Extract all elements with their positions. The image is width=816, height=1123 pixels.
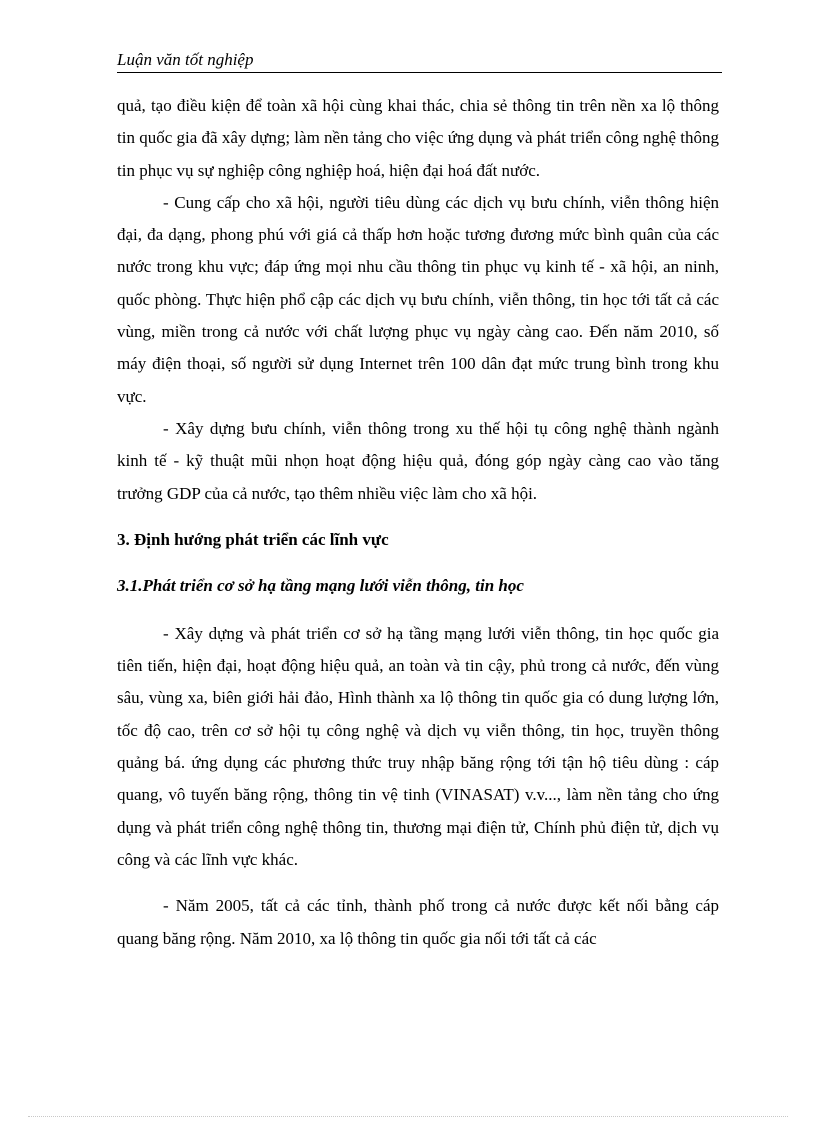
paragraph-year-2005: - Năm 2005, tất cả các tỉnh, thành phố trong cả nước được kết nối bằng cáp quang băng rộng. Năm 2010, xa lộ thông tin quốc gia nối tới tất cả các [117,896,719,948]
document-body [117,90,719,955]
page-bottom-border [28,1116,788,1117]
page-header [117,50,722,73]
paragraph-convergence: - Xây dựng bưu chính, viễn thông trong xu thế hội tụ công nghệ thành ngành kinh tế - kỹ thuật mũi nhọn hoạt động hiệu quả, đóng góp ngày càng cao vào tăng trưởng GDP của cả nước, tạo thêm nhiều việc làm cho xã hội. [117,418,719,503]
section-heading-3: 3. Định hướng phát triển các lĩnh vực [117,529,389,549]
header-title: Luận văn tốt nghiệp [117,50,254,69]
subsection-heading-3-1: 3.1.Phát triển cơ sở hạ tầng mạng lưới viễn thông, tin học [117,575,524,595]
paragraph-continuation: quả, tạo điều kiện để toàn xã hội cùng khai thác, chia sẻ thông tin trên nền xa lộ thông tin quốc gia đã xây dựng; làm nền tảng cho việc ứng dụng và phát triển công nghệ thông tin phục vụ sự nghiệp công nghiệp hoá, hiện đại hoá đất nước. [117,96,719,180]
paragraph-infrastructure: - Xây dựng và phát triển cơ sở hạ tầng mạng lưới viễn thông, tin học quốc gia tiên tiến, hiện đại, hoạt động hiệu quả, an toàn và tin cậy, phủ trong cả nước, đến vùng sâu, vùng xa, biên giới hải đảo, Hình thành xa lộ thông tin quốc gia có dung lượng lớn, tốc độ cao, trên cơ sở hội tụ công nghệ và dịch vụ viễn thông, tin học, truyền thông quảng bá. ứng dụng các phương thức truy nhập băng rộng tới tận hộ tiêu dùng : cáp quang, vô tuyến băng rộng, thông tin vệ tinh (VINASAT) v.v..., làm nền tảng cho ứng dụng và phát triển công nghệ thông tin, thương mại điện tử, Chính phủ điện tử, dịch vụ công và các lĩnh vực khác. [117,623,719,869]
paragraph-services: - Cung cấp cho xã hội, người tiêu dùng các dịch vụ bưu chính, viễn thông hiện đại, đa dạng, phong phú với giá cả thấp hơn hoặc tương đương mức bình quân của các nước trong khu vực; đáp ứng mọi nhu cầu thông tin phục vụ kinh tế - xã hội, an ninh, quốc phòng. Thực hiện phổ cập các dịch vụ bưu chính, viễn thông, tin học tới tất cả các vùng, miền trong cả nước với chất lượng phục vụ ngày càng cao. Đến năm 2010, số máy điện thoại, số người sử dụng Internet trên 100 dân đạt mức trung bình trong khu vực. [117,192,719,406]
